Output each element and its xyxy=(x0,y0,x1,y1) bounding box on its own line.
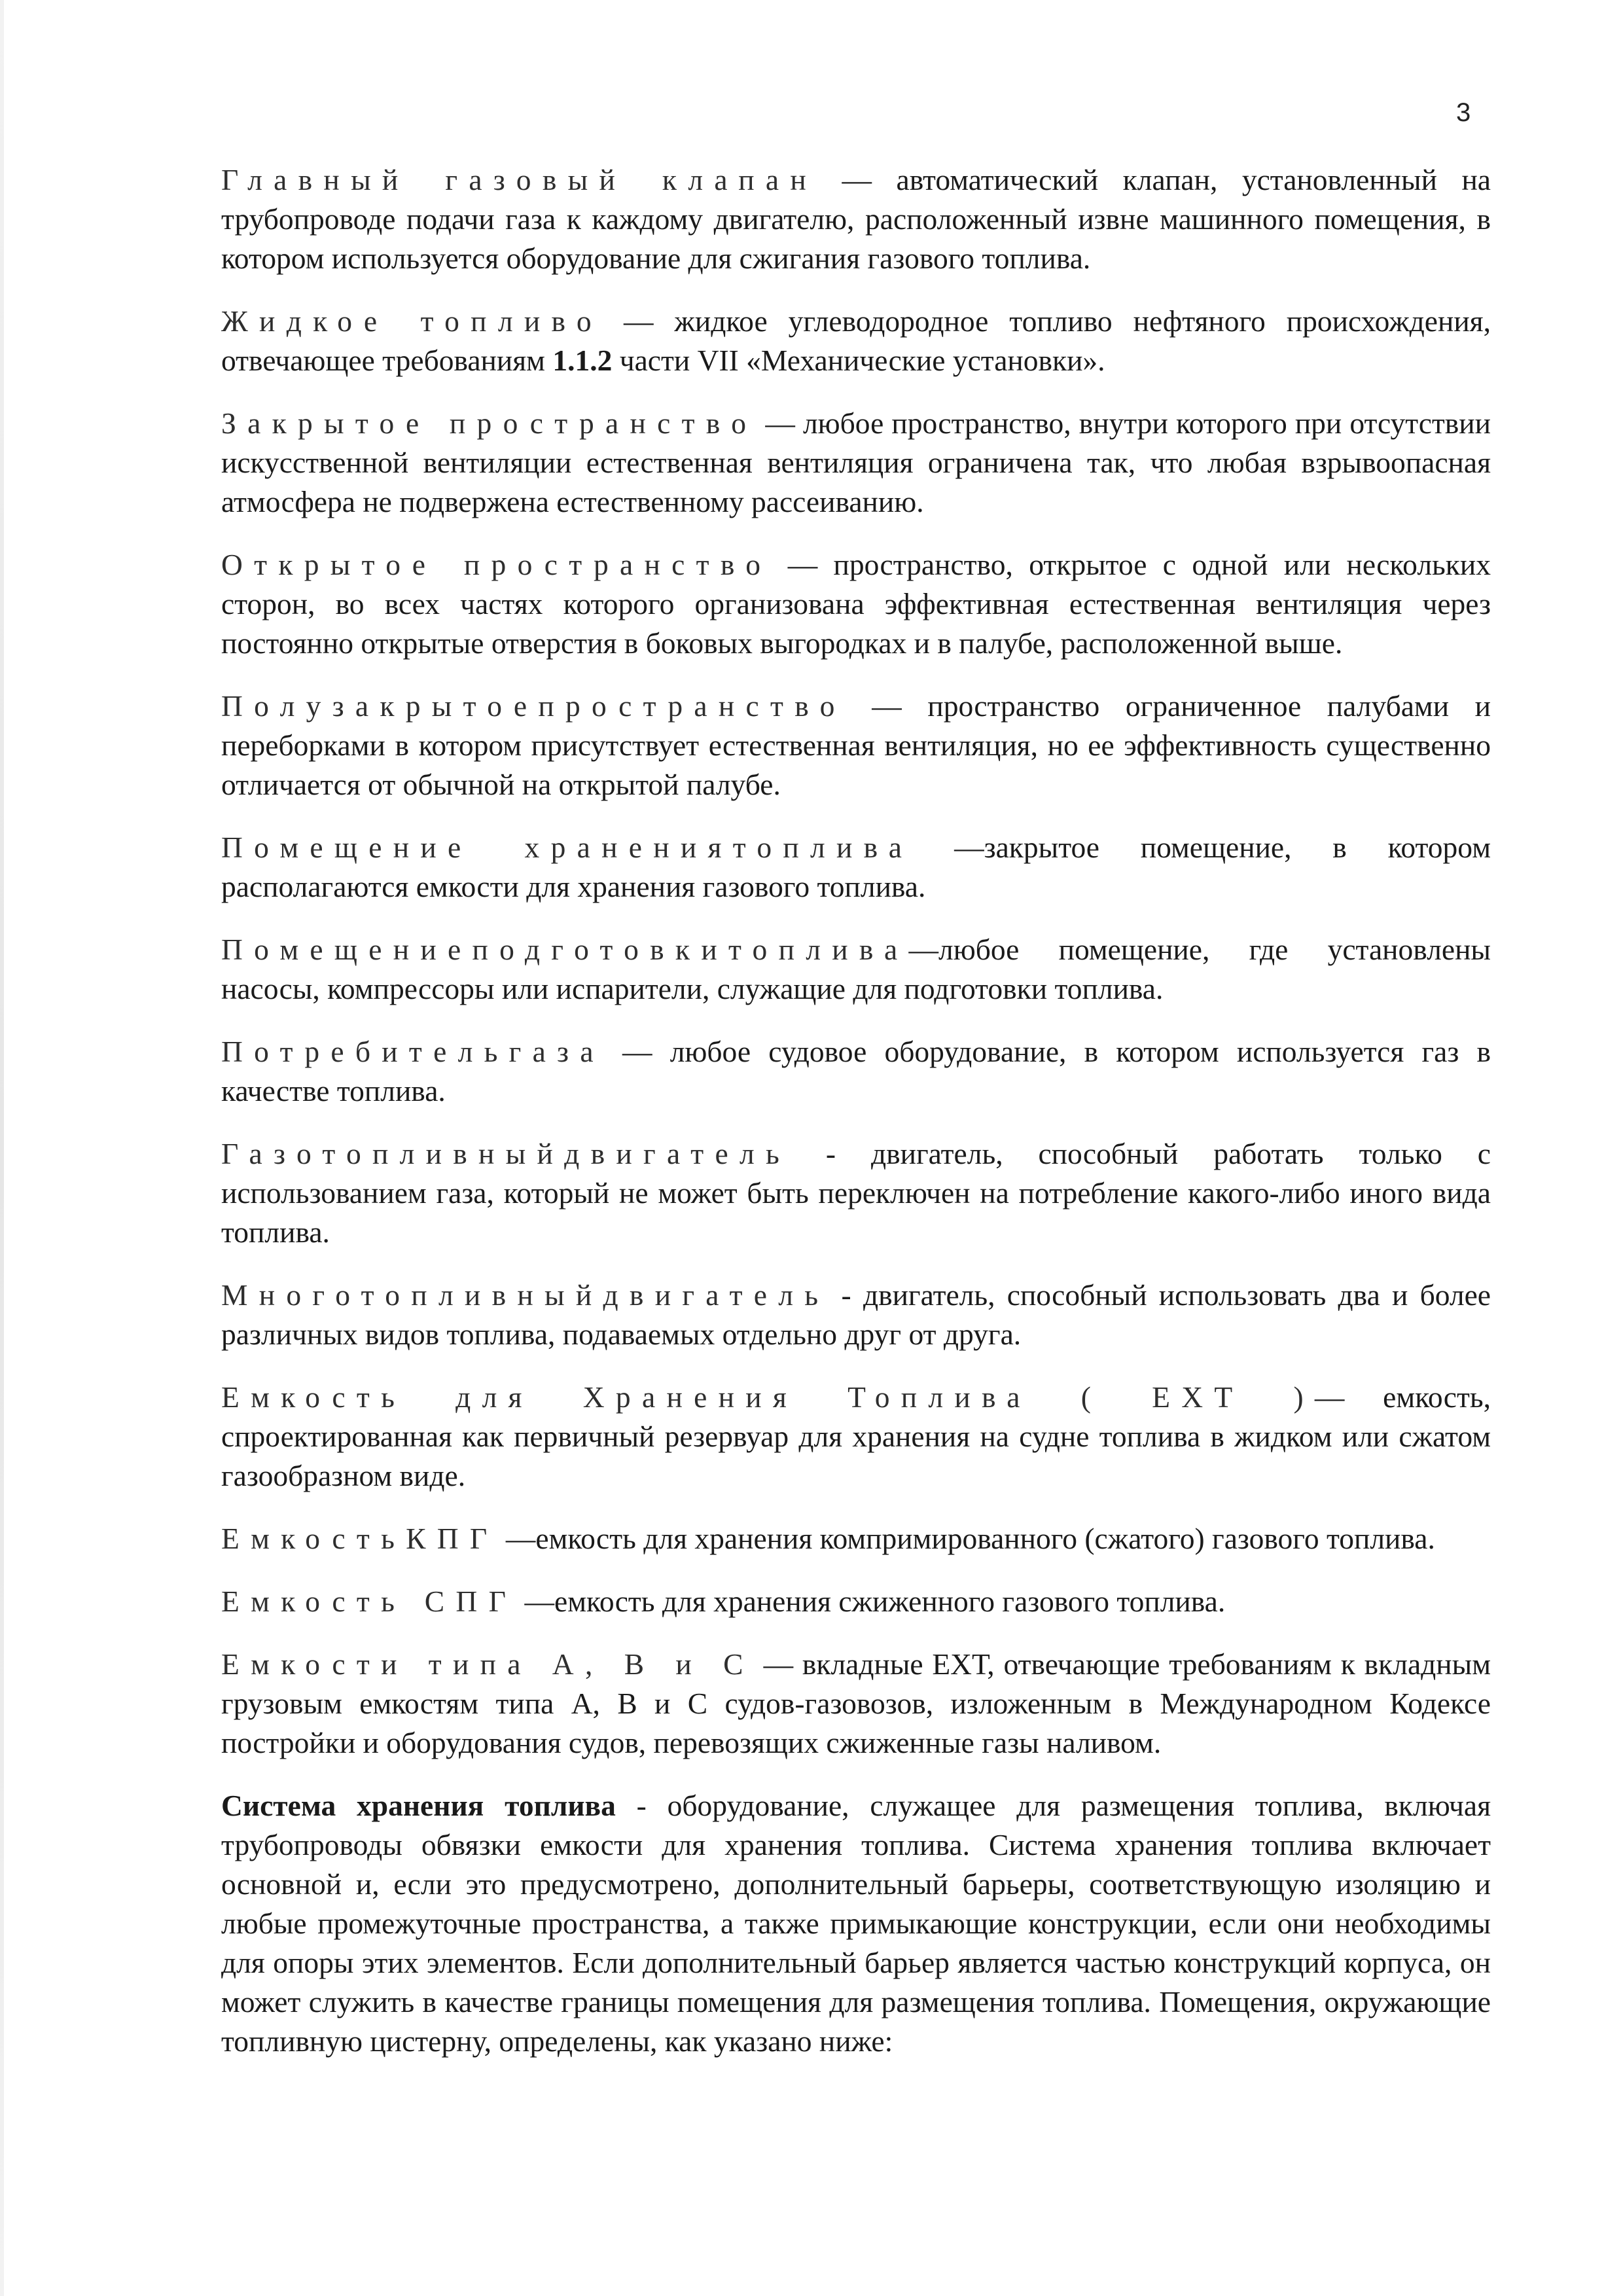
definition-enclosed-space xyxy=(221,404,1491,522)
term: Многотопливныйдвигатель xyxy=(221,1278,830,1312)
definition-text: — любое пространство, внутри которого при отсутствии искусственной вентиляции естественная вентиляция ограничена так, что любая взрывоопасная атмосфера не подвержена естественному рассеиванию. xyxy=(221,406,1491,518)
definition-main-gas-valve xyxy=(221,160,1491,278)
term: Емкость для Хранения Топлива ( ЕХТ ) xyxy=(221,1380,1315,1414)
definition-fuel-preparation-room xyxy=(221,930,1491,1009)
definition-lng-tank xyxy=(221,1582,1491,1621)
definition-fuel-containment-system xyxy=(221,1786,1491,2061)
definition-fuel-storage-room xyxy=(221,828,1491,906)
definition-gas-consumer xyxy=(221,1032,1491,1111)
term: Система хранения топлива xyxy=(221,1789,616,1822)
term: Жидкое топливо xyxy=(221,304,603,338)
definition-semi-enclosed-space xyxy=(221,687,1491,804)
term: Полузакрытоепространство xyxy=(221,689,846,723)
definition-text: — автоматический клапан, установленный на трубопроводе подачи газа к каждому двигателю, расположенный извне машинного помещения, в котором используется оборудование для сжигания газового топлива. xyxy=(221,163,1491,275)
term: Потребительгаза xyxy=(221,1035,605,1068)
term: Газотопливныйдвигатель xyxy=(221,1137,791,1170)
definition-fuel-storage-tank xyxy=(221,1378,1491,1496)
definition-gas-fuel-engine xyxy=(221,1134,1491,1252)
term: Главный газовый клапан xyxy=(221,163,817,196)
definition-text: — вкладные ЕХТ, отвечающие требованиям к вкладным грузовым емкостям типа А, В и С судов-газовозов, изложенным в Международном Кодексе постройки и оборудования судов, перевозящих сжиженные газы наливом. xyxy=(221,1647,1491,1759)
definition-text: —любое помещение, где установлены насосы, компрессоры или испарители, служащие для подготовки топлива. xyxy=(221,933,1491,1005)
term: ЕмкостьКПГ xyxy=(221,1522,499,1555)
definition-multi-fuel-engine xyxy=(221,1276,1491,1354)
term: Емкости типа А, В и С xyxy=(221,1647,755,1681)
definition-text: — пространство ограниченное палубами и переборками в котором присутствует естественная вентиляция, но ее эффективность существенно отличается от обычной на открытой палубе. xyxy=(221,689,1491,801)
term: Закрытое пространство xyxy=(221,406,758,440)
definition-text: части VII «Механические установки». xyxy=(612,344,1105,377)
definition-text: — любое судовое оборудование, в котором используется газ в качестве топлива. xyxy=(221,1035,1491,1107)
definition-text: —закрытое помещение, в котором располагаются емкости для хранения газового топлива. xyxy=(221,831,1491,903)
definition-type-abc-tanks xyxy=(221,1645,1491,1763)
term: Открытое пространство xyxy=(221,548,772,581)
definition-text: — жидкое углеводородное топливо нефтяного происхождения, отвечающее требованиям xyxy=(221,304,1491,377)
definition-cng-tank xyxy=(221,1519,1491,1558)
definition-text: —емкость для хранения сжиженного газового топлива. xyxy=(517,1585,1226,1618)
definition-open-space xyxy=(221,545,1491,663)
term: Емкость СПГ xyxy=(221,1585,518,1618)
scan-edge xyxy=(0,0,4,2296)
page-number: 3 xyxy=(1456,98,1471,127)
definition-text: — емкость, спроектированная как первичный резервуар для хранения на судне топлива в жидком или сжатом газообразном виде. xyxy=(221,1380,1491,1492)
definition-text: - оборудование, служащее для размещения топлива, включая трубопроводы обвязки емкости для хранения топлива. Система хранения топлива включает основной и, если это предусмотрено, дополнительный барьеры, соответствующую изоляцию и любые промежуточные пространства, а также примыкающие конструкции, если они необходимы для опоры этих элементов. Если дополнительный барьер является частью конструкций корпуса, он может служить в качестве границы помещения для размещения топлива. Помещения, окружающие топливную цистерну, определены, как указано ниже: xyxy=(221,1789,1491,2058)
definition-liquid-fuel xyxy=(221,302,1491,380)
term: Помещениеподготовкитоплива xyxy=(221,933,909,966)
definition-text: —емкость для хранения компримированного (сжатого) газового топлива. xyxy=(498,1522,1435,1555)
term: Помещение хранениятоплива xyxy=(221,831,914,864)
definition-text: — пространство, открытое с одной или нескольких сторон, во всех частях которого организована эффективная естественная вентиляция через постоянно открытые отверстия в боковых выгородках и в палубе, расположенной выше. xyxy=(221,548,1491,660)
definition-text: - двигатель, способный работать только с использованием газа, который не может быть переключен на потребление какого-либо иного вида топлива. xyxy=(221,1137,1491,1249)
document-body xyxy=(221,160,1491,2085)
definition-text: - двигатель, способный использовать два и более различных видов топлива, подаваемых отдельно друг от друга. xyxy=(221,1278,1491,1351)
section-reference: 1.1.2 xyxy=(552,344,613,377)
